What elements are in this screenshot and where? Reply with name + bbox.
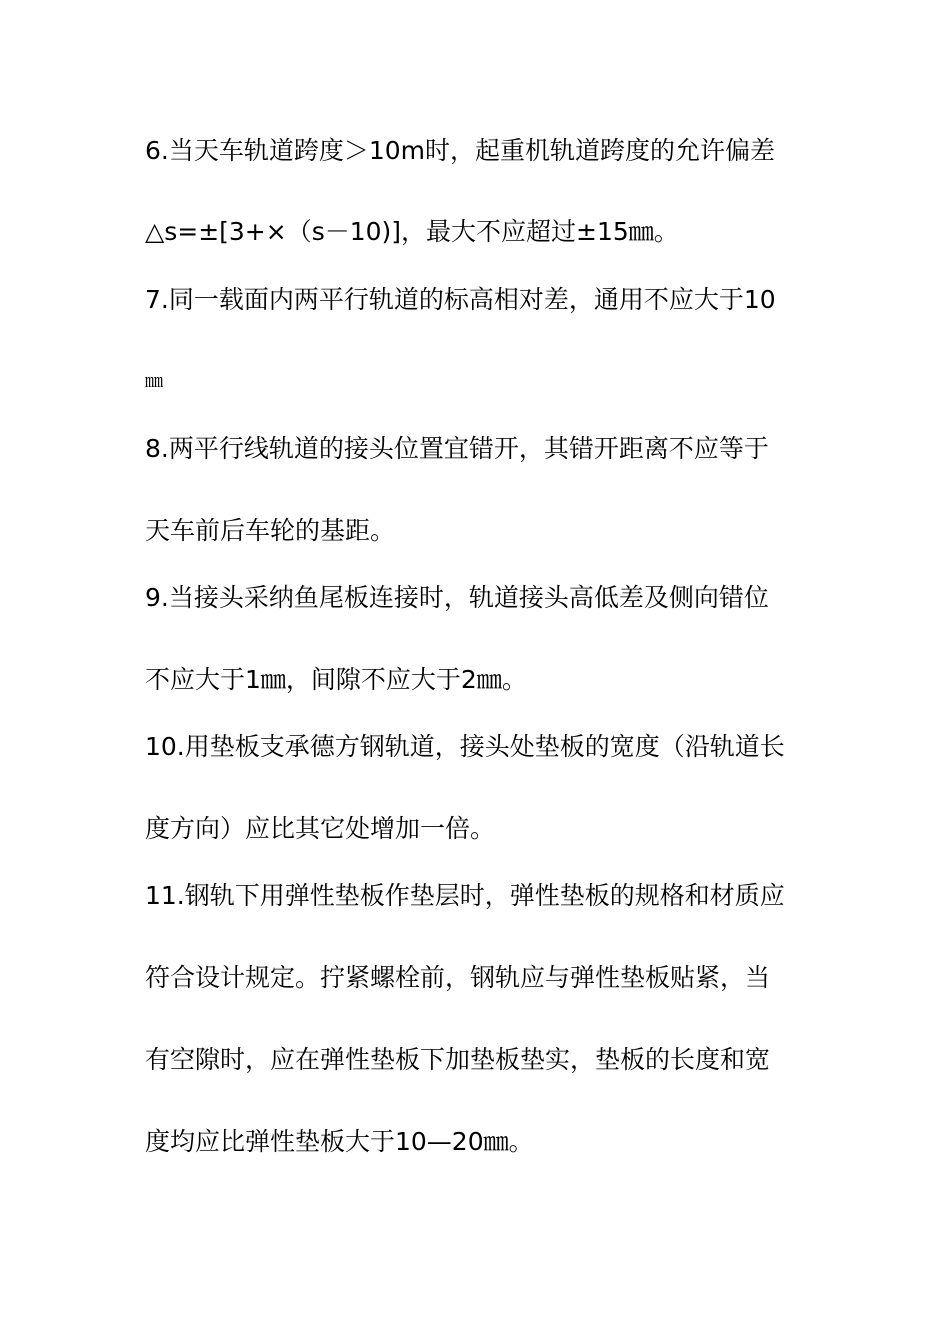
text-line-item-8-cont: 天车前后车轮的基距。 [145, 516, 396, 545]
text-line-item-10: 10.用垫板支承德方钢轨道，接头处垫板的宽度（沿轨道长 [145, 732, 785, 761]
text-line-item-8: 8.两平行线轨道的接头位置宜错开，其错开距离不应等于 [145, 434, 769, 463]
text-line-item-6-cont: △s=±[3+×（s－10)]，最大不应超过±15㎜。 [145, 217, 679, 246]
text-line-item-7-unit: ㎜ [145, 371, 163, 392]
text-line-item-6: 6.当天车轨道跨度＞10m时，起重机轨道跨度的允许偏差 [145, 136, 776, 165]
text-line-item-11-cont-3: 度均应比弹性垫板大于10—20㎜。 [145, 1127, 534, 1156]
text-line-item-11-cont-1: 符合设计规定。拧紧螺栓前，钢轨应与弹性垫板贴紧，当 [145, 963, 771, 992]
text-line-item-7: 7.同一载面内两平行轨道的标高相对差，通用不应大于10 [145, 285, 776, 314]
text-line-item-11-cont-2: 有空隙时，应在弹性垫板下加垫板垫实，垫板的长度和宽 [145, 1045, 771, 1074]
text-line-item-11: 11.钢轨下用弹性垫板作垫层时，弹性垫板的规格和材质应 [145, 881, 785, 910]
text-line-item-9: 9.当接头采纳鱼尾板连接时，轨道接头高低差及侧向错位 [145, 583, 769, 612]
text-line-item-10-cont: 度方向）应比其它处增加一倍。 [145, 814, 496, 843]
text-line-item-9-cont: 不应大于1㎜，间隙不应大于2㎜。 [145, 665, 527, 694]
